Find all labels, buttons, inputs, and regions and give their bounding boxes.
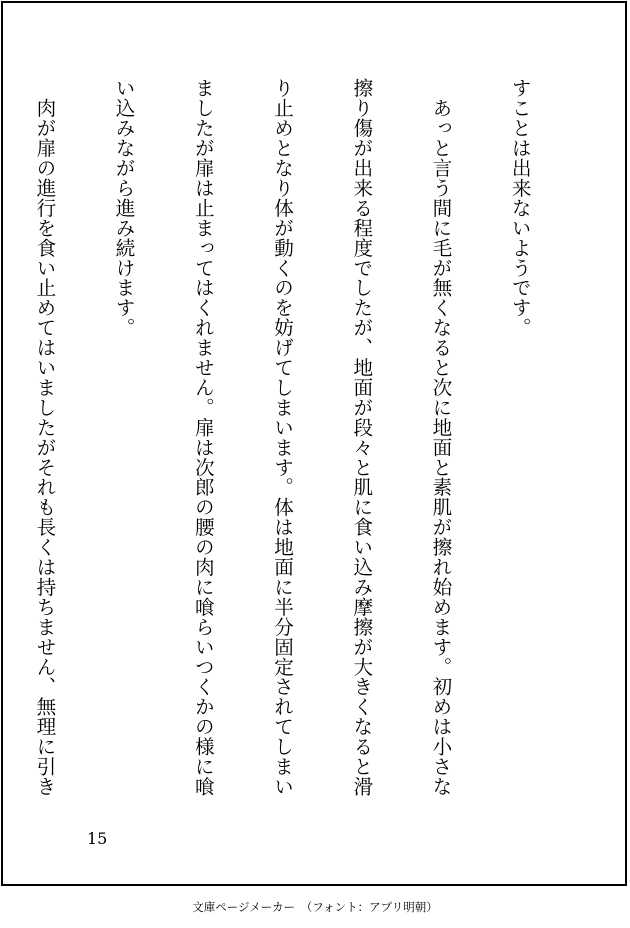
text-line: 擦り傷が出来る程度でしたが、地面が段々と肌に食い込み摩擦が大きくなると滑 [349, 78, 373, 797]
text-line: い込みながら進み続けます。 [112, 78, 136, 338]
text-line: 肉が扉の進行を食い止めてはいましたがそれも長くは持ちません、無理に引き [32, 78, 56, 797]
text-line: ましたが扉は止まってはくれません。扉は次郎の腰の肉に喰らいつくかの様に喰 [191, 78, 215, 797]
vertical-body-text [0, 78, 585, 797]
page-number: 15 [87, 829, 108, 848]
text-line: すことは出来ないようです。 [508, 78, 532, 338]
footer-caption: 文庫ページメーカー （フォント：アプリ明朝） [192, 900, 438, 914]
book-page [1, 1, 627, 886]
text-line: あっと言う間に毛が無くなると次に地面と素肌が擦れ始めます。初めは小さな [428, 78, 452, 797]
text-line: り止めとなり体が動くのを妨げてしまいます。体は地面に半分固定されてしまい [270, 78, 294, 797]
